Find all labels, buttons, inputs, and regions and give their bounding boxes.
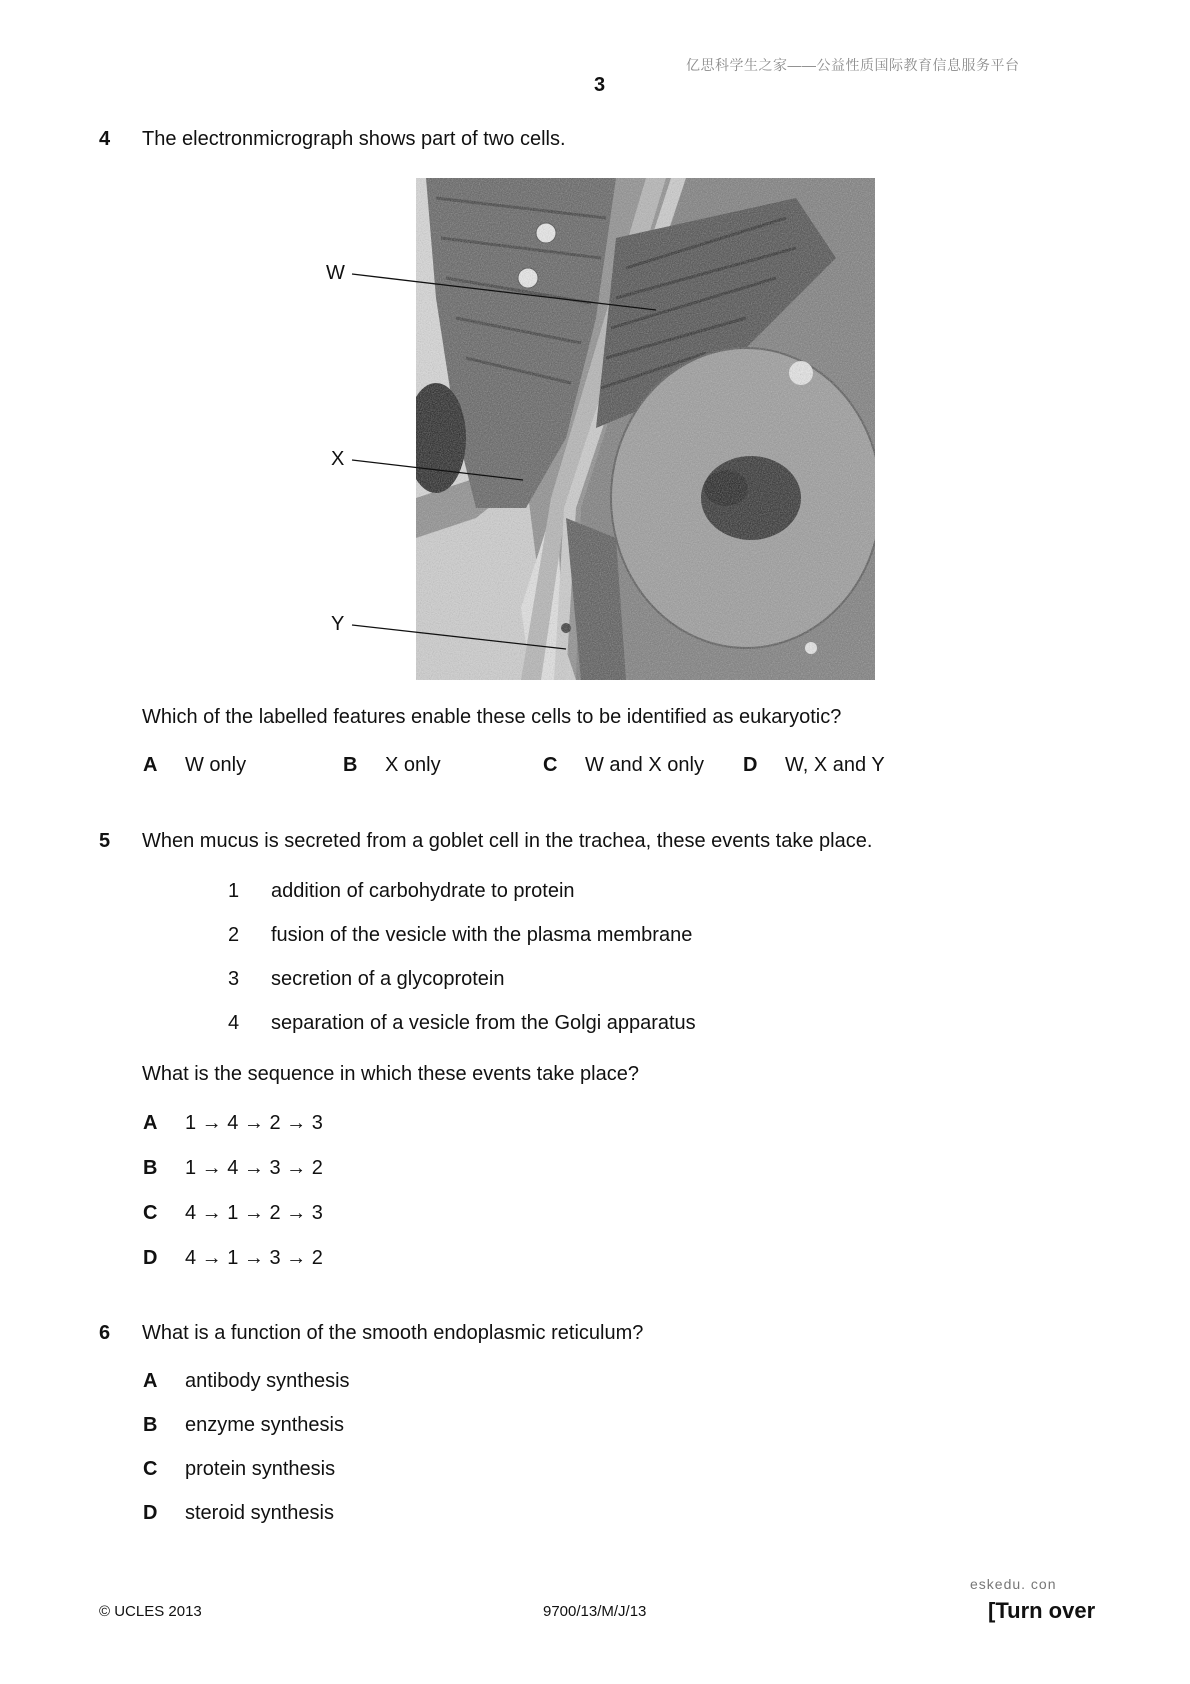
- q5-option-d-letter: D: [143, 1247, 158, 1269]
- q6-option-b-text[interactable]: enzyme synthesis: [185, 1414, 344, 1436]
- paper-code: 9700/13/M/J/13: [543, 1603, 647, 1620]
- q5-option-d-text[interactable]: 4 → 1 → 3 → 2: [185, 1247, 323, 1269]
- q4-option-b-letter: B: [343, 754, 358, 776]
- q5-option-c-text[interactable]: 4 → 1 → 2 → 3: [185, 1202, 323, 1224]
- q4-option-d-text[interactable]: W, X and Y: [785, 754, 885, 776]
- eskedu-watermark: eskedu. con: [970, 1576, 1057, 1592]
- question-4-number: 4: [99, 128, 111, 150]
- question-6-text: What is a function of the smooth endoplasmic reticulum?: [142, 1322, 644, 1344]
- q5-option-c-letter: C: [143, 1202, 158, 1224]
- figure-label-x: X: [331, 448, 345, 470]
- q4-option-c-text[interactable]: W and X only: [585, 754, 704, 776]
- page-number: 3: [594, 74, 606, 96]
- q5-option-a-text[interactable]: 1 → 4 → 2 → 3: [185, 1112, 323, 1134]
- copyright-text: © UCLES 2013: [99, 1603, 202, 1620]
- figure-label-y: Y: [331, 613, 345, 635]
- figure-label-w: W: [326, 262, 345, 284]
- q4-option-a-letter: A: [143, 754, 158, 776]
- question-4-prompt: Which of the labelled features enable these cells to be identified as eukaryotic?: [142, 706, 842, 728]
- event-3-text: secretion of a glycoprotein: [271, 968, 505, 990]
- q4-option-d-letter: D: [743, 754, 758, 776]
- q6-option-d-text[interactable]: steroid synthesis: [185, 1502, 334, 1524]
- q4-option-b-text[interactable]: X only: [385, 754, 441, 776]
- event-2-text: fusion of the vesicle with the plasma membrane: [271, 924, 693, 946]
- q6-option-a-letter: A: [143, 1370, 158, 1392]
- event-1-text: addition of carbohydrate to protein: [271, 880, 575, 902]
- question-4-text: The electronmicrograph shows part of two cells.: [142, 128, 566, 150]
- event-4-text: separation of a vesicle from the Golgi apparatus: [271, 1012, 696, 1034]
- watermark-text: 亿思科学生之家——公益性质国际教育信息服务平台: [686, 57, 1020, 73]
- question-6-number: 6: [99, 1322, 111, 1344]
- q6-option-c-text[interactable]: protein synthesis: [185, 1458, 336, 1480]
- q5-option-a-letter: A: [143, 1112, 158, 1134]
- q6-option-a-text[interactable]: antibody synthesis: [185, 1370, 350, 1392]
- q4-option-a-text[interactable]: W only: [185, 754, 247, 776]
- event-4-number: 4: [228, 1012, 240, 1034]
- question-5-text: When mucus is secreted from a goblet cell in the trachea, these events take place.: [142, 830, 873, 852]
- q5-option-b-text[interactable]: 1 → 4 → 3 → 2: [185, 1157, 323, 1179]
- q6-option-c-letter: C: [143, 1458, 158, 1480]
- question-5-prompt: What is the sequence in which these events take place?: [142, 1063, 639, 1085]
- q4-option-c-letter: C: [543, 754, 558, 776]
- figure-label-lines: [340, 260, 670, 660]
- turn-over-text: [Turn over: [988, 1598, 1096, 1623]
- event-1-number: 1: [228, 880, 240, 902]
- q5-option-b-letter: B: [143, 1157, 158, 1179]
- q6-option-d-letter: D: [143, 1502, 158, 1524]
- event-3-number: 3: [228, 968, 240, 990]
- question-5-number: 5: [99, 830, 111, 852]
- event-2-number: 2: [228, 924, 240, 946]
- q6-option-b-letter: B: [143, 1414, 158, 1436]
